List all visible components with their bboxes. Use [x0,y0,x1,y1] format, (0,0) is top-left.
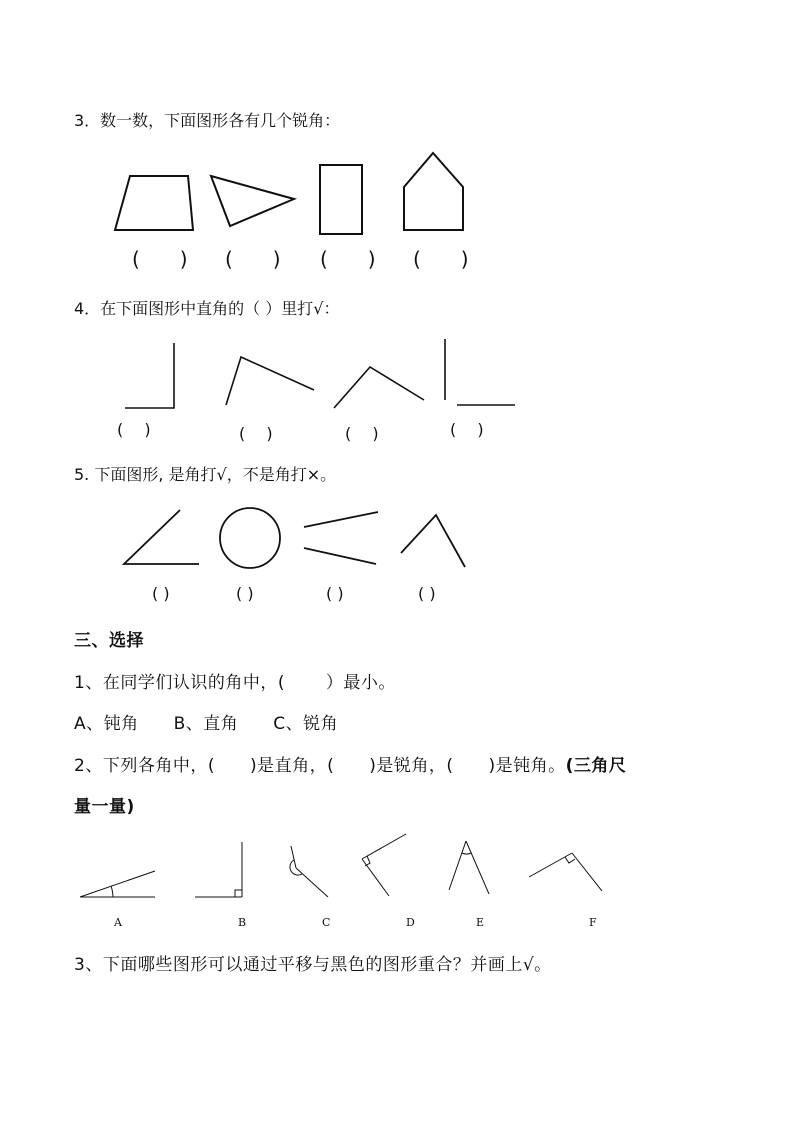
q3-blank-4[interactable]: ( ) [413,247,469,271]
q4-title: 4．在下面图形中直角的（ ）里打√： [74,299,340,318]
angle-label-d: D [406,916,415,929]
q5-blank-3[interactable]: ( ) [326,584,344,603]
q3-title: 3．数一数，下面图形各有几个锐角： [74,111,341,130]
choice-2-note-part1: (三角尺 [565,756,627,776]
angle-d-side2 [362,859,389,896]
angle-figure-3 [334,367,424,408]
q4-blank-2[interactable]: ( ) [239,424,273,443]
q5-blank-1[interactable]: ( ) [152,584,170,603]
angle-figure-q5-1 [124,510,199,564]
angle-d-side1 [362,834,406,859]
angle-f-side1 [529,853,572,877]
angle-e-side1 [449,841,466,890]
open-line-upper [304,512,378,527]
section-heading: 三、选择 [74,631,144,651]
q5-blank-4[interactable]: ( ) [418,584,436,603]
q3-blank-3[interactable]: ( ) [320,247,376,271]
q3-blank-2[interactable]: ( ) [225,247,281,271]
angle-c-side2 [296,868,328,897]
angle-label-a: A [114,916,122,929]
angle-f-right-mark [565,857,575,863]
angle-label-e: E [476,916,485,929]
open-line-lower [304,548,376,564]
angle-label-f: F [589,916,597,929]
circle-shape [220,508,280,568]
q4-blank-4[interactable]: ( ) [450,420,484,439]
angle-e-side2 [466,841,489,894]
choice-2-question: 2、下列各角中，( )是直角，( )是锐角，( )是钝角。 [74,756,566,776]
angle-b-right-mark [235,890,242,897]
angle-label-c: C [322,916,331,929]
choice-2-text [74,751,626,776]
q4-blank-3[interactable]: ( ) [345,424,379,443]
choice-1-text: 1、在同学们认识的角中，( ）最小。 [74,673,396,693]
angle-c-side1 [291,846,296,868]
choice-1-options: A、钝角 B、直角 C、锐角 [74,714,339,734]
q3-blank-1[interactable]: ( ) [132,247,188,271]
right-angle-figure-1 [125,343,174,408]
angle-a-arc [111,886,113,897]
pentagon-house-shape [404,153,463,230]
choice-3-text: 3、下面哪些图形可以通过平移与黑色的图形重合？并画上√。 [74,955,552,975]
triangle-shape [211,176,294,226]
q4-blank-1[interactable]: ( ) [117,420,151,439]
rectangle-shape [320,165,362,234]
angle-label-b: B [238,916,247,929]
choice-2-note-part2: 量一量) [74,797,135,817]
angle-figure-q5-4 [401,515,465,567]
q5-blank-2[interactable]: ( ) [236,584,254,603]
trapezoid-shape [115,176,193,230]
angle-e-arc [462,853,471,854]
angle-a-side2 [80,871,155,897]
angle-figure-2 [226,357,314,405]
angle-f-side2 [572,853,602,891]
q5-title: 5. 下面图形, 是角打√，不是角打×。 [74,465,337,484]
